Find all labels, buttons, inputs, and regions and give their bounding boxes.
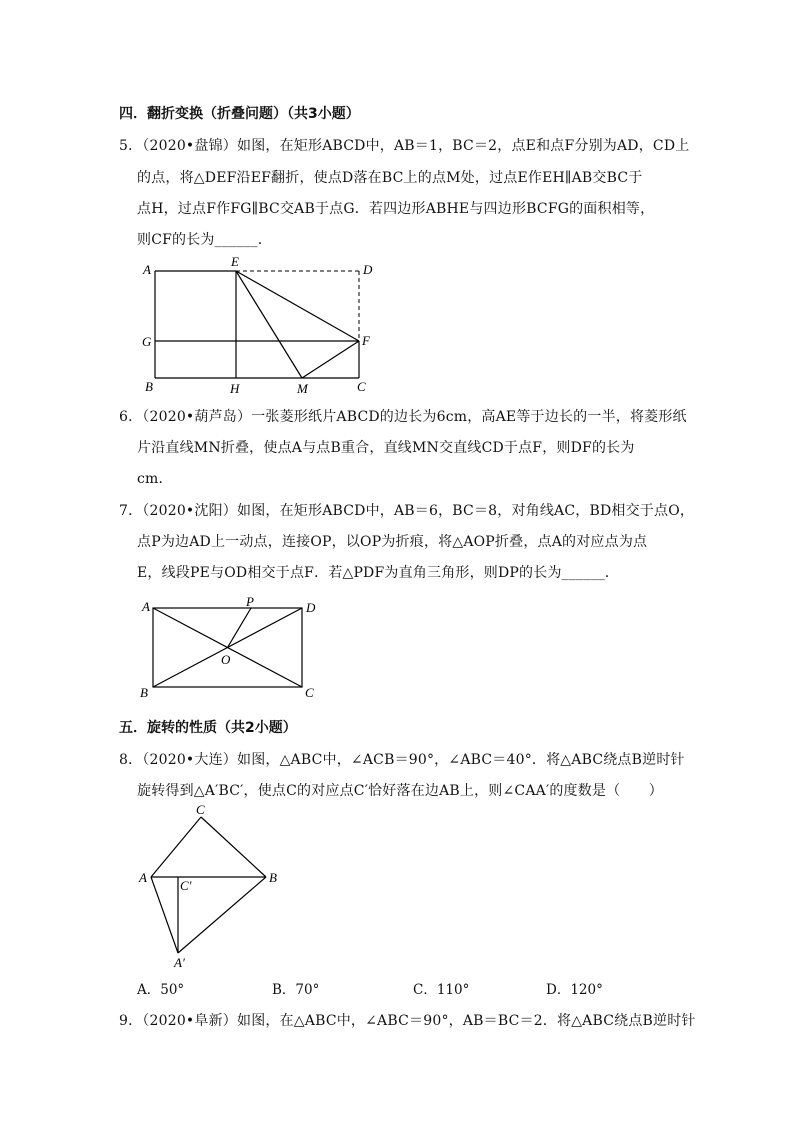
q7-text-line-3: E，线段PE与OD相交于点F．若△PDF为直角三角形，则DP的长为______． — [137, 565, 620, 581]
q5-text-line-3: 点H，过点F作FG∥BC交AB于点G．若四边形ABHE与四边形BCFG的面积相等， — [137, 201, 655, 217]
q8-option-d[interactable]: D．120° — [546, 982, 603, 998]
q8-label-C: C — [196, 802, 205, 817]
q7-label-B: B — [140, 685, 148, 700]
q5-label-C: C — [357, 379, 366, 394]
q8-edge-AA2 — [151, 877, 178, 953]
q5-label-G: G — [142, 334, 152, 349]
q8-figure-triangle — [135, 800, 295, 970]
q5-label-F: F — [362, 333, 370, 348]
q5-line-MF — [302, 341, 359, 378]
q5-text-line-2: 的点，将△DEF沿EF翻折，使点D落在BC上的点M处，过点E作EH∥AB交BC于 — [137, 170, 643, 186]
q7-label-D: D — [306, 600, 316, 615]
q6-text-line-1: 6．（2020•葫芦岛）一张菱形纸片ABCD的边长为6cm，高AE等于边长的一半，将菱形纸 — [119, 409, 687, 425]
q5-text-line-4: 则CF的长为______． — [137, 232, 273, 248]
q7-text-line-2: 点P为边AD上一动点，连接OP，以OP为折痕，将△AOP折叠，点A的对应点为点 — [137, 534, 648, 550]
q9-text-line-1: 9．（2020•阜新）如图，在△ABC中，∠ABC＝90°，AB＝BC＝2．将△ABC绕点B逆时针 — [119, 1013, 696, 1029]
q5-text-line-1: 5．（2020•盘锦）如图，在矩形ABCD中，AB＝1，BC＝2，点E和点F分别为AD，CD上 — [119, 138, 690, 154]
q5-label-M: M — [297, 381, 308, 396]
q8-option-c[interactable]: C．110° — [413, 982, 470, 998]
q8-option-a[interactable]: A．50° — [137, 982, 185, 998]
q7-label-P: P — [246, 594, 254, 609]
q5-figure-rectangle — [135, 255, 385, 400]
q7-text-line-1: 7．（2020•沈阳）如图，在矩形ABCD中，AB＝6，BC＝8，对角线AC，BD相交于点O， — [119, 503, 695, 519]
q5-label-D: D — [363, 262, 373, 277]
q8-label-B: B — [269, 870, 277, 885]
q7-label-O: O — [221, 652, 231, 667]
q8-edge-CB — [201, 817, 266, 877]
q8-text-line-1: 8．（2020•大连）如图，△ABC中，∠ACB＝90°，∠ABC＝40°．将△ABC绕点B逆时针 — [119, 752, 685, 768]
q8-label-A-prime: A′ — [174, 955, 185, 970]
q8-text-line-2: 旋转得到△A′BC′，使点C的对应点C′恰好落在边AB上，则∠CAA′的度数是（ ） — [137, 783, 663, 799]
q8-option-b[interactable]: B．70° — [272, 982, 320, 998]
section-heading-folding: 四．翻折变换（折叠问题）（共3小题） — [119, 106, 360, 122]
q8-label-A: A — [139, 870, 147, 885]
q7-figure-rectangle — [135, 590, 325, 702]
q5-label-B: B — [145, 379, 153, 394]
q8-label-C-prime: C′ — [180, 878, 192, 893]
q5-label-E: E — [231, 255, 239, 269]
q8-edge-AC — [151, 817, 201, 877]
q7-label-A: A — [142, 599, 150, 614]
q6-text-line-2: 片沿直线MN折叠，使点A与点B重合，直线MN交直线CD于点F，则DF的长为 — [137, 440, 635, 456]
q5-line-EM — [236, 271, 302, 378]
section-heading-rotation: 五．旋转的性质（共2小题） — [119, 720, 297, 736]
q6-text-line-3: cm． — [137, 471, 173, 487]
q7-label-C: C — [305, 685, 314, 700]
q5-label-A: A — [143, 262, 151, 277]
q5-line-EF — [236, 271, 359, 341]
q5-label-H: H — [230, 381, 240, 396]
